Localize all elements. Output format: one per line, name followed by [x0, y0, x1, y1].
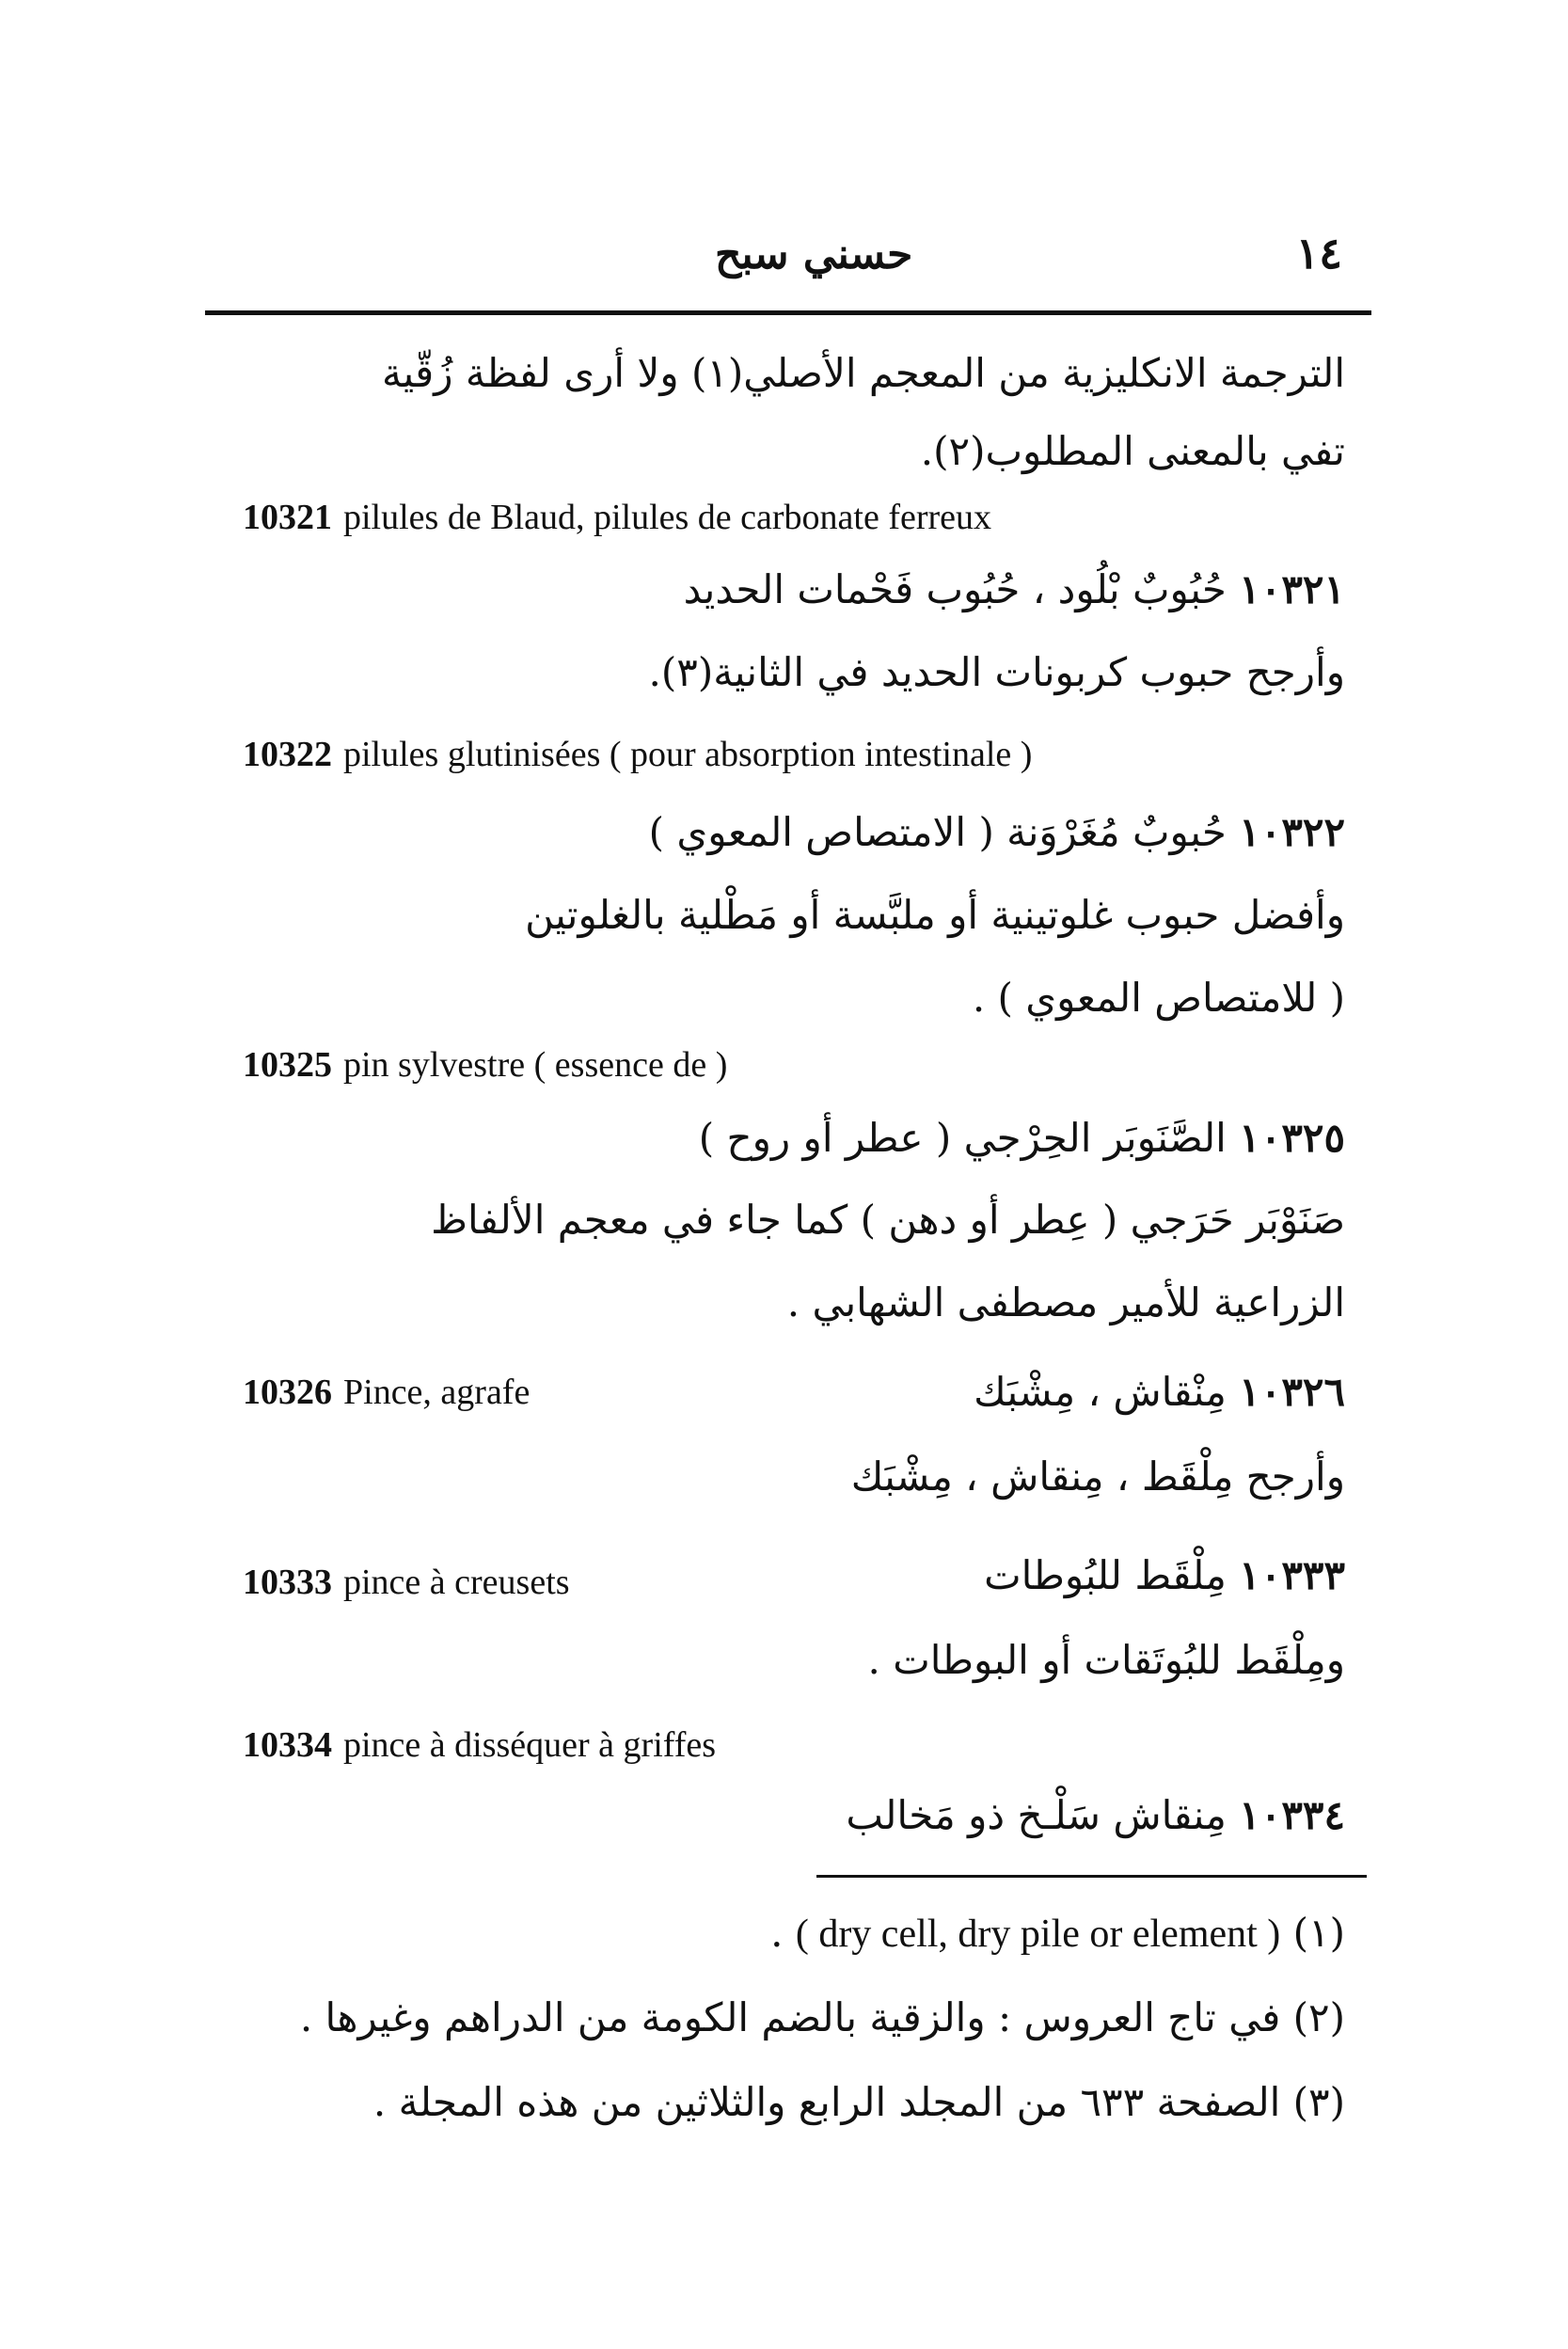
french-term: pilules glutinisées ( pour absorption intestinale ) — [343, 735, 1033, 774]
entry-10333-arabic — [984, 1552, 1345, 1598]
arabic-entry-number: ١٠٣٢٦ — [1239, 1369, 1345, 1415]
footnote-2 — [300, 1994, 1345, 2040]
entry-10325-french — [243, 1044, 727, 1086]
entry-10333-french — [243, 1562, 570, 1603]
entry-10321-french — [243, 497, 991, 538]
arabic-term: حُبوبٌ مُغَرْوَنة ( الامتصاص المعوي ) — [648, 809, 1227, 855]
footnote-text: الصفحة ٦٣٣ من المجلد الرابع والثلاثين من هذه المجلة . — [372, 2079, 1281, 2125]
french-term: pin sylvestre ( essence de ) — [343, 1045, 728, 1085]
entry-10321-note: وأرجح حبوب كربونات الحديد في الثانية(٣). — [648, 649, 1345, 695]
footnote-text: في تاج العروس : والزقية بالضم الكومة من الدراهم وغيرها . — [299, 1994, 1281, 2040]
footnote-marker: (١) — [1292, 1910, 1345, 1956]
intro-line-2: تفي بالمعنى المطلوب(٢). — [920, 428, 1345, 474]
footnote-1 — [770, 1910, 1345, 1957]
entry-10322-note-2: ( للامتصاص المعوي ) . — [972, 975, 1345, 1021]
french-term: pilules de Blaud, pilules de carbonate ferreux — [343, 498, 992, 537]
running-head: حسني سبح — [715, 230, 913, 278]
entry-10322-french — [243, 734, 1032, 775]
footnote-rule — [816, 1875, 1367, 1878]
entry-10326-arabic — [974, 1369, 1345, 1415]
entry-10325-note-1: صَنَوْبَر حَرَجي ( عِطر أو دهن ) كما جاء في معجم الألفاظ — [431, 1197, 1345, 1243]
entry-10334-french — [243, 1724, 716, 1766]
entry-number: 10326 — [243, 1373, 332, 1412]
french-term: Pince, agrafe — [343, 1373, 531, 1412]
arabic-term: حُبُوبٌ بْلُود ، حُبُوب فَحْمات الحديد — [683, 566, 1227, 612]
page-number: ١٤ — [1295, 228, 1342, 278]
header-rule — [205, 310, 1371, 315]
arabic-term: الصَّنَوبَر الحِرْجي ( عطر أو روح ) — [698, 1115, 1227, 1161]
footnote-marker: (٢) — [1292, 1994, 1345, 2040]
arabic-entry-number: ١٠٣٣٣ — [1239, 1552, 1345, 1598]
entry-number: 10321 — [243, 498, 332, 537]
entry-number: 10333 — [243, 1563, 332, 1602]
footnote-3 — [373, 2079, 1345, 2125]
arabic-term: مِنقاش سَلْـخ ذو مَخالب — [846, 1792, 1227, 1838]
arabic-entry-number: ١٠٣٢٢ — [1239, 809, 1345, 855]
footnote-marker: (٣) — [1292, 2079, 1345, 2125]
footnote-latin: ( dry cell, dry pile or element ) — [795, 1913, 1281, 1956]
intro-line-1: الترجمة الانكليزية من المعجم الأصلي(١) ولا أرى لفظة زُقّية — [381, 350, 1345, 396]
french-term: pince à creusets — [343, 1563, 570, 1602]
arabic-entry-number: ١٠٣٢٥ — [1239, 1115, 1345, 1161]
entry-10325-arabic — [699, 1115, 1345, 1161]
arabic-term: مِنْقاش ، مِشْبَك — [974, 1369, 1227, 1415]
entry-10326-french — [243, 1372, 530, 1413]
french-term: pince à disséquer à griffes — [343, 1725, 717, 1765]
entry-10326-note: وأرجح مِلْقَط ، مِنقاش ، مِشْبَك — [850, 1453, 1345, 1500]
entry-10325-note-2: الزراعية للأمير مصطفى الشهابي . — [786, 1279, 1345, 1325]
entry-10322-arabic — [649, 809, 1345, 855]
entry-10334-arabic — [846, 1792, 1345, 1838]
entry-number: 10334 — [243, 1725, 332, 1765]
entry-10321-arabic — [684, 566, 1345, 612]
entry-number: 10322 — [243, 735, 332, 774]
arabic-entry-number: ١٠٣٣٤ — [1239, 1792, 1345, 1838]
entry-10333-note: ومِلْقَط للبُوتَقات أو البوطات . — [867, 1637, 1345, 1683]
arabic-term: مِلْقَط للبُوطات — [984, 1552, 1227, 1598]
entry-number: 10325 — [243, 1045, 332, 1085]
entry-10322-note-1: وأفضل حبوب غلوتينية أو ملبَّسة أو مَطْلية بالغلوتين — [525, 892, 1345, 938]
footnote-text: . — [770, 1910, 796, 1956]
arabic-entry-number: ١٠٣٢١ — [1239, 566, 1345, 612]
